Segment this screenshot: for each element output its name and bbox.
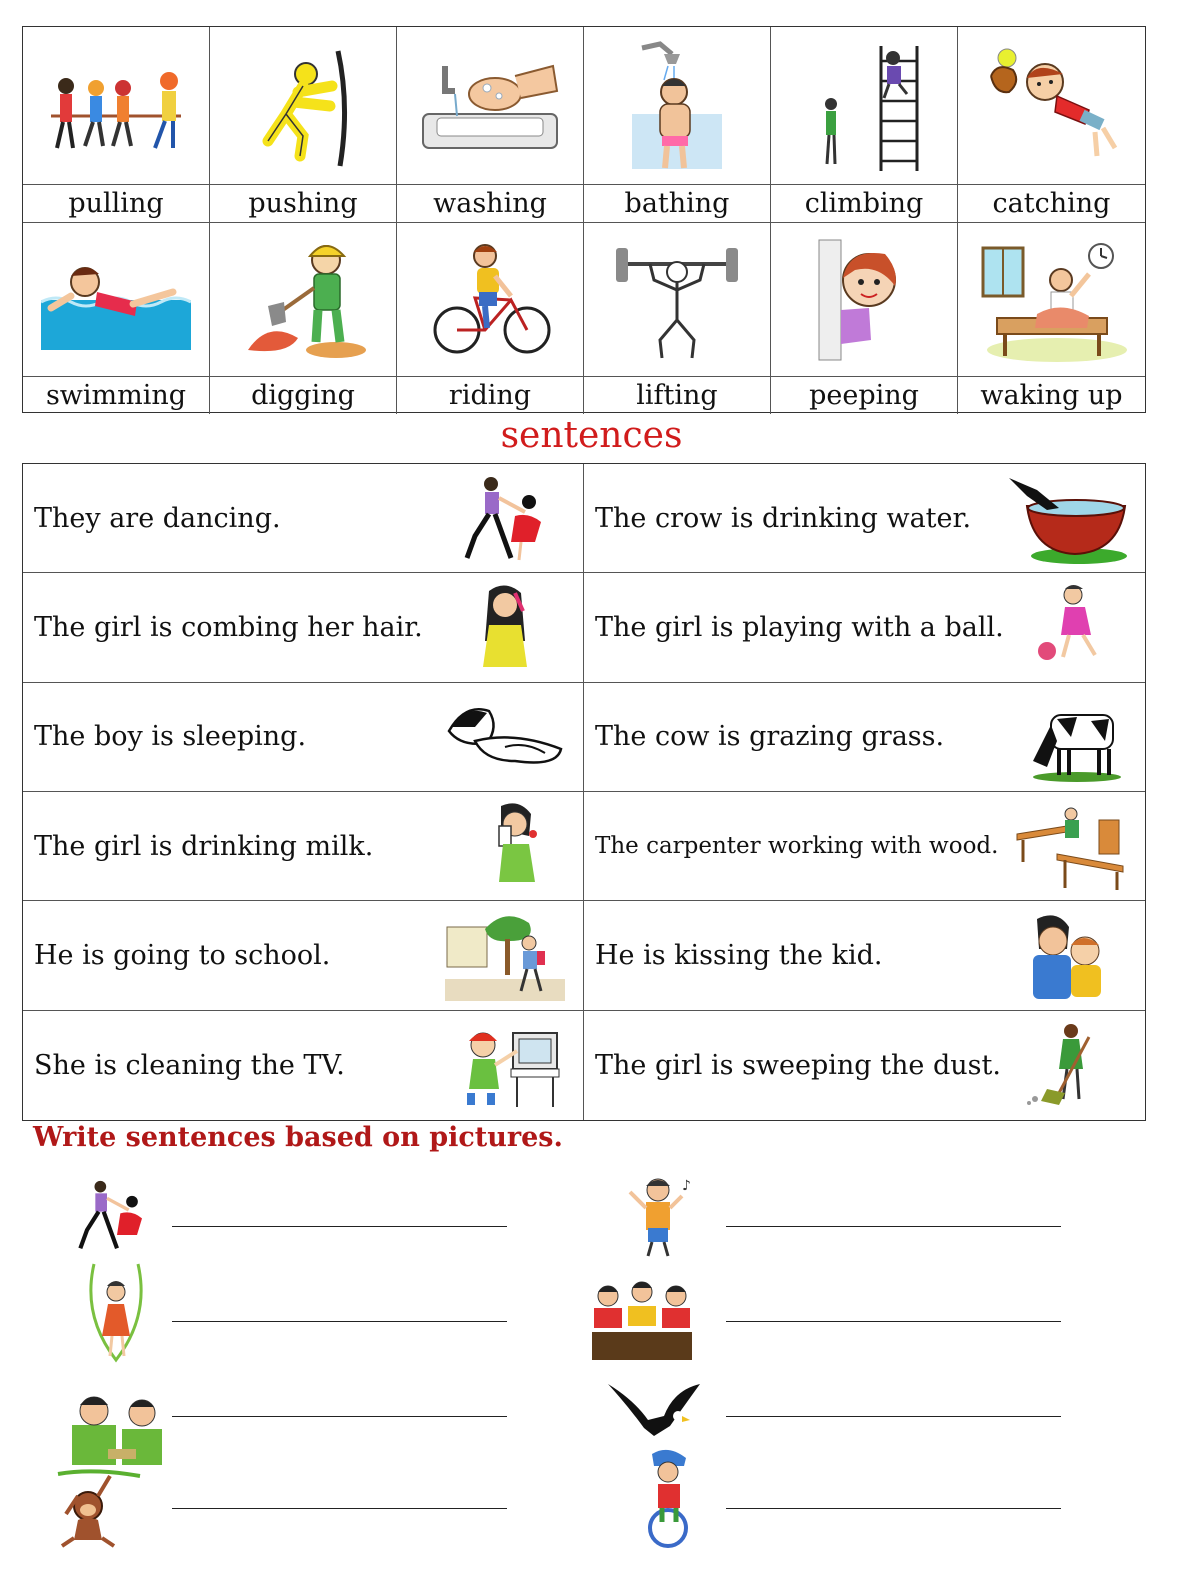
girl-cleaning-tv-icon (445, 1019, 565, 1111)
vocab-picture-waking-up (958, 223, 1145, 377)
kids-washing-face-icon (68, 1385, 168, 1467)
sentence-text: The girl is combing her hair. (34, 611, 423, 643)
vocab-word: bathing (584, 185, 771, 223)
vocab-picture-catching (958, 27, 1145, 185)
girl-combing-hair-icon (445, 581, 565, 673)
answer-line[interactable] (172, 1508, 507, 1509)
sentence-text: The cow is grazing grass. (595, 721, 945, 753)
boy-going-to-school-icon (445, 909, 565, 1001)
sentence-text: The crow is drinking water. (595, 502, 972, 534)
eagle-flying-icon (604, 1376, 704, 1450)
sentence-text: She is cleaning the TV. (34, 1049, 345, 1081)
answer-line[interactable] (172, 1226, 507, 1227)
answer-line[interactable] (726, 1416, 1061, 1417)
sentence-cell (23, 901, 584, 1010)
boy-climbing-ladder-icon (789, 36, 939, 176)
tug-of-war-icon (41, 36, 191, 176)
sentence-cell (584, 1011, 1145, 1120)
vocab-word: climbing (771, 185, 958, 223)
vocab-picture-peeping (771, 223, 958, 377)
sentence-cell (23, 1011, 584, 1120)
boy-waking-up-icon (977, 230, 1127, 370)
sentence-cell (584, 464, 1145, 573)
sentence-text: The girl is drinking milk. (34, 830, 374, 862)
sentence-cell (584, 683, 1145, 792)
boy-sleeping-icon (445, 691, 565, 783)
boy-cycling-helmet-icon (628, 1448, 708, 1550)
vocab-word: pushing (210, 185, 397, 223)
vocab-word: digging (210, 377, 397, 414)
sentence-text: They are dancing. (34, 502, 281, 534)
vocab-word: pulling (23, 185, 210, 223)
girl-peeping-icon (789, 230, 939, 370)
vocab-word: catching (958, 185, 1145, 223)
girl-skipping-rope-icon (72, 1256, 162, 1366)
vocab-picture-bathing (584, 27, 771, 185)
girl-drinking-milk-icon (445, 800, 565, 892)
vocabulary-grid (22, 26, 1146, 413)
boy-digging-icon (228, 230, 378, 370)
boy-riding-bicycle-icon (415, 230, 565, 370)
boy-singing-icon (614, 1172, 704, 1262)
sentence-text: The boy is sleeping. (34, 721, 307, 753)
vocab-picture-digging (210, 223, 397, 377)
section-heading: sentences (500, 415, 683, 456)
girl-swimming-icon (41, 230, 191, 370)
girl-sweeping-icon (1007, 1019, 1127, 1111)
sentence-cell (23, 464, 584, 573)
sentence-cell (23, 792, 584, 901)
dancing-couple-icon (62, 1170, 162, 1260)
father-kissing-kid-icon (1007, 909, 1127, 1001)
weight-lifting-icon (602, 230, 752, 370)
girl-playing-ball-icon (1007, 581, 1127, 673)
vocab-picture-lifting (584, 223, 771, 377)
cow-grazing-icon (1007, 691, 1127, 783)
sentence-cell (584, 901, 1145, 1010)
answer-line[interactable] (726, 1508, 1061, 1509)
answer-line[interactable] (172, 1321, 507, 1322)
vocab-word: washing (397, 185, 584, 223)
crow-drinking-pot-icon (1007, 472, 1127, 564)
vocab-picture-climbing (771, 27, 958, 185)
vocab-picture-swimming (23, 223, 210, 377)
vocab-word: riding (397, 377, 584, 414)
sentence-cell (23, 573, 584, 682)
vocab-picture-pulling (23, 27, 210, 185)
vocab-word: lifting (584, 377, 771, 414)
sentence-text: The carpenter working with wood. (595, 833, 999, 860)
sentence-text: The girl is playing with a ball. (595, 611, 1004, 643)
vocab-picture-riding (397, 223, 584, 377)
sentence-cell (584, 573, 1145, 682)
answer-line[interactable] (726, 1321, 1061, 1322)
sentence-text: The girl is sweeping the dust. (595, 1049, 1001, 1081)
sentence-text: He is going to school. (34, 939, 331, 971)
vocab-picture-pushing (210, 27, 397, 185)
vocab-word: peeping (771, 377, 958, 414)
boy-showering-icon (602, 36, 752, 176)
exercise-instruction: Write sentences based on pictures. (33, 1122, 563, 1153)
answer-line[interactable] (172, 1416, 507, 1417)
dancing-couple-icon (445, 472, 565, 564)
answer-line[interactable] (726, 1226, 1061, 1227)
svg-text:♪: ♪ (682, 1178, 691, 1194)
vocab-word: waking up (980, 380, 1123, 411)
sentence-cell (584, 792, 1145, 901)
sentence-text: He is kissing the kid. (595, 939, 883, 971)
vocab-word: swimming (23, 377, 210, 414)
carpenter-workbench-icon (1007, 800, 1127, 892)
person-pushing-icon (228, 36, 378, 176)
vocab-picture-washing (397, 27, 584, 185)
washing-hands-icon (415, 36, 565, 176)
monkey-swinging-icon (44, 1466, 144, 1550)
sentence-cell (23, 683, 584, 792)
boy-catching-ball-icon (977, 36, 1127, 176)
sentences-table (22, 463, 1146, 1121)
kids-reading-books-icon (588, 1272, 698, 1366)
